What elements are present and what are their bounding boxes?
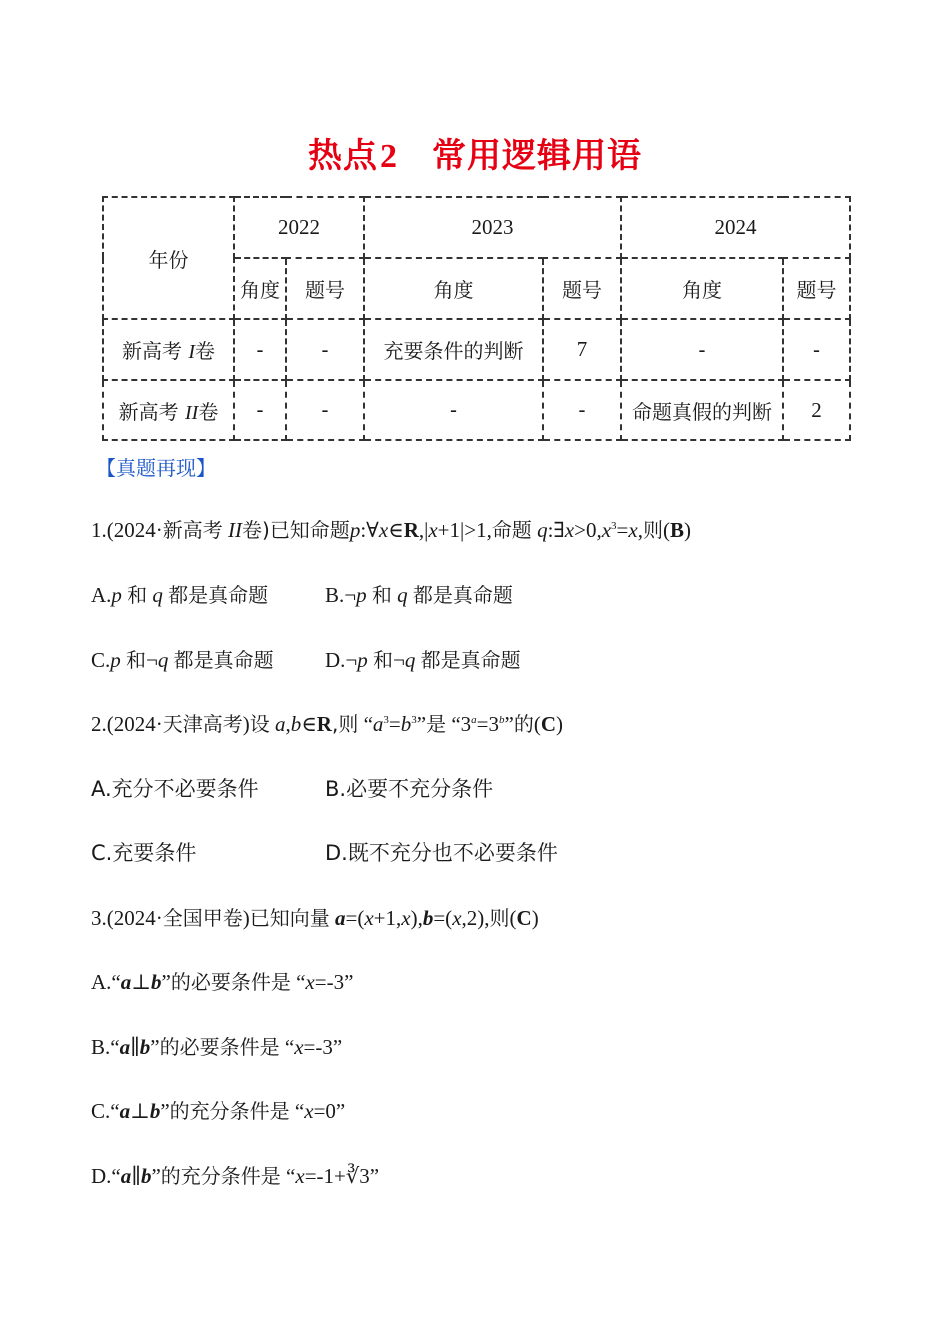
question-1-option-c: C.p 和¬q 都是真命题 xyxy=(91,648,274,672)
table-cell: - xyxy=(234,319,286,380)
page-title: 热点2 常用逻辑用语 xyxy=(308,136,642,176)
table-cell: 充要条件的判断 xyxy=(364,319,543,380)
question-3-option-d: D.“a∥b”的充分条件是 “x=-1+∛3” xyxy=(91,1164,380,1188)
table-cell: 2 xyxy=(783,380,850,440)
question-3-option-b: B.“a∥b”的必要条件是 “x=-3” xyxy=(91,1035,343,1059)
question-3-stem: 3.(2024·全国甲卷)已知向量 a=(x+1,x),b=(x,2),则(C) xyxy=(91,906,539,930)
year-2023: 2023 xyxy=(364,197,621,258)
table-cell: - xyxy=(234,380,286,440)
col-number: 题号 xyxy=(543,258,621,319)
section-heading: 【真题再现】 xyxy=(96,456,216,480)
table-cell: - xyxy=(364,380,543,440)
question-2-option-b: B.必要不充分条件 xyxy=(325,777,494,801)
col-angle: 角度 xyxy=(621,258,783,319)
question-2-stem: 2.(2024·天津高考)设 a,b∈R,则 “$a^3=b^3$”是 “$3^a=3^b$”的(C) xyxy=(91,712,563,736)
table-cell: - xyxy=(543,380,621,440)
col-number: 题号 xyxy=(286,258,364,319)
col-angle: 角度 xyxy=(364,258,543,319)
exam-stats-table xyxy=(102,196,851,441)
table-cell: 7 xyxy=(543,319,621,380)
header-year: 年份 xyxy=(103,197,234,319)
question-1-stem: 1.(2024·新高考 II卷)已知命题p:∀x∈R,|x+1|>1,命题 $q:\exists x>0,x^3=x$,则(B) xyxy=(91,518,691,542)
row-label: 新高考 I卷 xyxy=(103,319,234,380)
table-cell: - xyxy=(783,319,850,380)
question-3-option-c: C.“a⊥b”的充分条件是 “x=0” xyxy=(91,1099,346,1123)
table-cell: - xyxy=(286,319,364,380)
year-2022: 2022 xyxy=(234,197,364,258)
col-number: 题号 xyxy=(783,258,850,319)
question-2-option-c: C.充要条件 xyxy=(91,841,197,865)
question-3-option-a: A.“a⊥b”的必要条件是 “x=-3” xyxy=(91,970,354,994)
question-1-option-a: A.p 和 q 都是真命题 xyxy=(91,583,269,607)
col-angle: 角度 xyxy=(234,258,286,319)
table-cell: 命题真假的判断 xyxy=(621,380,783,440)
table-row xyxy=(103,380,850,440)
table-cell: - xyxy=(286,380,364,440)
year-2024: 2024 xyxy=(621,197,850,258)
question-1-option-d: D.¬p 和¬q 都是真命题 xyxy=(325,648,521,672)
table-cell: - xyxy=(621,319,783,380)
row-label: 新高考 II卷 xyxy=(103,380,234,440)
question-2-option-d: D.既不充分也不必要条件 xyxy=(325,841,558,865)
question-2-option-a: A.充分不必要条件 xyxy=(91,777,259,801)
table-row xyxy=(103,319,850,380)
question-1-option-b: B.¬p 和 q 都是真命题 xyxy=(325,583,513,607)
